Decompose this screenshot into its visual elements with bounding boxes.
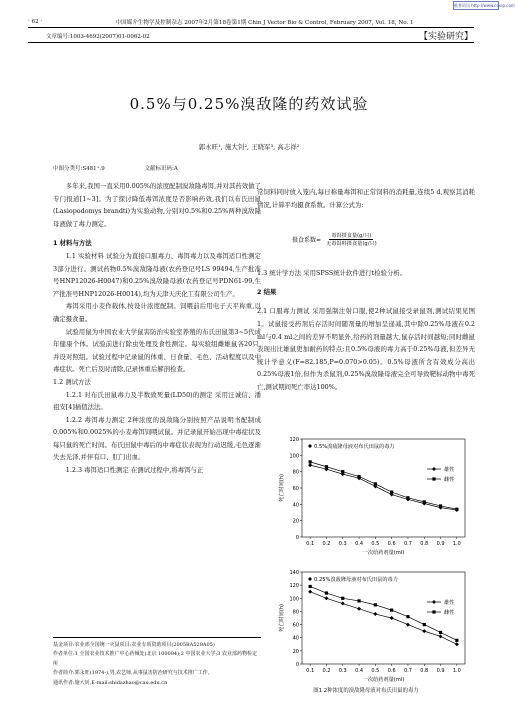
x-tick-label: 0.7 (403, 668, 412, 674)
y-tick-label: 80 (292, 609, 299, 616)
data-point-female (390, 490, 393, 493)
footnote-contact: 通讯作者:施大钊,E-mail:shidazhao@cau.edu.cn (53, 679, 168, 686)
y-axis-label: 死亡时间(h) (279, 603, 285, 633)
chart-025-percent (275, 566, 475, 686)
y-tick-label: 0 (295, 662, 299, 668)
x-tick-label: 0.1 (306, 541, 315, 547)
data-point-female (390, 609, 393, 612)
data-point-male (455, 642, 459, 646)
y-tick-label: 120 (289, 583, 299, 590)
formula-lhs: 摄食系数= (292, 237, 322, 244)
y-tick-label: 0 (295, 535, 299, 541)
data-point-female (374, 603, 377, 606)
formula-numerator: 毒饵摄食量(g/只) (331, 233, 372, 239)
paragraph-1-1 (53, 250, 261, 300)
title-bullet (308, 444, 311, 447)
running-header (28, 18, 473, 26)
heading-methods: 1 材料与方法 (53, 239, 92, 248)
data-point-male (439, 634, 443, 638)
data-point-male (422, 629, 426, 633)
paragraph-2-1: 2.1 口服毒力测试 采用强制注射口服,使2种试鼠接受录鼠剂,测试结果见图1。试鼠接受药剂后存活时间随剂量的增加呈递减,其中除0.25%母液在0.2 ml与0.4 ml之间的差异不明显外,给药的剂量越大,鼠存活时间越短;同时雌鼠表现出比雄鼠更加耐药的特点;且0.5%母液的毒力高于0.25%母液,但差异无统计学意义(F=82.185,P=0.070>0.05)。0.5%母液所含有效成分高出0.25%母液1倍,但作为杀鼠剂,0.25%溴敌隆母液完全可导致靶标动物中毒死亡,测试期间死亡率达100%。 (257, 307, 475, 391)
title-bullet (308, 577, 311, 580)
data-point-female (325, 591, 328, 594)
x-axis-label: 一次给药剂量(ml) (362, 677, 405, 683)
chart-05-percent (275, 433, 475, 559)
y-axis-label: 死亡时间(h) (279, 473, 285, 503)
y-tick-label: 20 (292, 648, 299, 655)
x-tick-label: 0.7 (403, 541, 412, 547)
data-point-male (406, 623, 410, 627)
data-point-female (439, 504, 442, 507)
article-number: 文章编号:1003-4692(2007)01-0062-02 (46, 34, 150, 40)
y-tick-label: 40 (292, 635, 299, 642)
x-tick-label: 0.3 (338, 668, 347, 674)
x-tick-label: 0.8 (420, 541, 429, 547)
footnote-fund: 基金项目:农业部全国统一灭鼠项目;农业专项资助项目(2005BA529A05) (53, 642, 215, 648)
x-tick-label: 0.4 (355, 541, 364, 547)
data-point-male (390, 616, 394, 620)
footnote-bio: 作者简介:郭永旺(1974-),男,农艺师,从事鼠害防治研究与技术推广工作。 (53, 670, 213, 677)
y-tick-label: 120 (289, 437, 299, 443)
x-tick-label: 1.0 (452, 541, 461, 547)
data-point-female (455, 639, 458, 642)
data-point-female (341, 597, 344, 600)
legend-marker-male (432, 600, 436, 604)
x-tick-label: 0.4 (355, 668, 364, 674)
paragraph-1-2-2: 1.2.2 毒饵毒力测定 2种浓度的溴敌隆分别按照产品说明书配制成0.005%和0.0025%的小麦毒饵饲喂试鼠。并记录鼠开始出现中毒症状及每只鼠的死亡时间。布氏田鼠中毒后的中毒症状表现为行动迟缓,毛色逐渐失去光泽,并伴有口、肛门出血。 (53, 415, 261, 462)
data-point-male (357, 607, 361, 611)
data-point-male (324, 596, 328, 600)
heading-results: 2 结果 (257, 288, 277, 297)
data-point-female (423, 623, 426, 626)
paragraph-1-1b: 毒饵采用小麦作载体,按设计浓度配制。饲喂前后用电子天平称重,以确定摄食量。 (53, 302, 261, 323)
x-tick-label: 0.5 (371, 668, 380, 674)
data-point-female (357, 475, 360, 478)
x-tick-label: 0.9 (436, 668, 445, 674)
x-tick-label: 0.9 (436, 541, 445, 547)
footnote-unit: 作者单位:1 全国农业技术推广中心药械处(北京 100094);2 中国农业大学;3 农业部药物检定所 (53, 651, 257, 667)
y-tick-label: 80 (292, 469, 299, 476)
y-tick-label: 100 (289, 453, 299, 460)
clc-number: 中图分类号:S481⁺.9 (53, 166, 105, 172)
plot-frame (302, 572, 465, 664)
data-point-female (455, 508, 458, 511)
right-column-body (257, 261, 475, 400)
left-column (53, 180, 261, 477)
legend-label: 雄性 (444, 467, 455, 473)
heading-1-2: 1.2 测试方法 (53, 377, 91, 386)
data-point-female (406, 615, 409, 618)
header-rule (28, 27, 474, 28)
series-line-male (310, 465, 457, 510)
data-point-female (357, 599, 360, 602)
formula-fraction (324, 232, 379, 247)
data-point-female (423, 500, 426, 503)
chart-title: 0.5%溴敌隆母液对布氏田鼠的毒力 (314, 444, 395, 450)
legend-label: 雄性 (444, 600, 455, 606)
right-column-top (257, 180, 475, 218)
data-point-male (373, 612, 377, 616)
section-label: 【实验研究】 (418, 32, 473, 42)
formula (292, 232, 379, 247)
data-point-female (309, 460, 312, 463)
x-tick-label: 0.5 (371, 541, 380, 547)
article-title: 0.5%与0.25%溴敌隆的药效试验 (129, 95, 369, 113)
heading-1-1: 1.1 实验材料 (65, 251, 104, 260)
header-rule-2 (28, 42, 474, 43)
data-point-female (374, 482, 377, 485)
x-tick-label: 0.2 (322, 668, 331, 674)
x-tick-label: 0.6 (387, 668, 396, 674)
y-tick-label: 60 (292, 622, 299, 629)
figure-caption: 图1 2种浓度的溴敌隆母液对布氏田鼠的毒力 (313, 688, 419, 694)
x-tick-label: 0.2 (322, 541, 331, 547)
legend-label: 雌性 (444, 610, 455, 616)
doc-code: 文献标识码:A (144, 166, 178, 172)
paragraph-1-3: 1.3 统计学方法 采用SPSS统计软件进行t检验分析。 (257, 269, 407, 278)
legend-marker-female (432, 610, 435, 613)
legend-marker-female (432, 477, 435, 480)
data-point-male (308, 590, 312, 594)
paragraph-1-1c: 试验用鼠为中国农业大学鼠害防治实验室养殖的布氏田鼠第3~5代成年健康个体。试验前进行除虫处理及食性测定。每实验组雌雄鼠各20只,并设对照组。试验过程中记录鼠的体重、日食量、毛色、活动程度以及中毒症状。死亡后及时清除,记录体重后解剖检查。 (53, 327, 261, 374)
page-number: · 62 · (28, 19, 43, 25)
classification-line (53, 164, 216, 172)
x-tick-label: 1.0 (452, 668, 461, 674)
data-point-female (325, 465, 328, 468)
data-point-male (341, 602, 345, 606)
legend-label: 雌性 (444, 477, 455, 483)
y-tick-label: 140 (289, 570, 299, 576)
journal-line: 中国媒介生物学及控制杂志 2007年2月第18卷第1期 Chin J Vector Bio & Control, February 2007, Vol. 18, No. 1 (115, 20, 414, 26)
paragraph-1-2-1: 1.2.1 对布氏田鼠毒力及半数致死量(LD50)的测定 采用汪诚信、潘祖安[4]插值法法。 (53, 390, 261, 412)
intro-paragraph: 多年来,我国一直采用0.005%的浓度配制溴敌隆毒饵,并对其药效做了专门报道[1~3]。为了探讨降低毒饵浓度是否影响药效,我们以布氏田鼠(Lasiopodomys brandti)为实验动物,分别对0.5%和0.25%两种溴敌隆母液做了毒力测定。 (53, 182, 261, 228)
y-tick-label: 100 (289, 596, 299, 603)
x-tick-label: 0.3 (338, 541, 347, 547)
formula-denominator: 无毒饵料摄食量(g/只) (326, 241, 377, 247)
x-tick-label: 0.6 (387, 541, 396, 547)
data-point-female (309, 585, 312, 588)
data-point-male (308, 463, 312, 467)
series-line-male (310, 592, 457, 645)
x-axis-label: 一次给药剂量(ml) (362, 550, 405, 556)
paragraph-continued: 常饲料同时放入笼内,每日称量毒饵和正常饲料的消耗量,连续5 d,观察其消耗情况,计算平均摄食系数。计算公式为: (257, 188, 475, 209)
paragraph-1-1-text: 试验分为直接口服毒力、毒饵毒力以及毒饵适口性测定3部分进行。测试药物0.5%溴敌隆母液(农药登记号LS 99494,生产批准号HNP12026-H0047)和0.25%溴敌隆母液(农药登记号PDN61-99,生产批准号HNP12026-H0014),均为天津天庆化工有限公司生产。 (53, 251, 261, 298)
data-point-female (439, 631, 442, 634)
chart-title: 0.25%溴敌隆母液对布氏田鼠的毒力 (314, 577, 398, 583)
y-tick-label: 20 (292, 518, 299, 525)
y-tick-label: 60 (292, 486, 299, 492)
footnotes (53, 637, 261, 688)
x-tick-label: 0.1 (306, 668, 315, 674)
watermark-stamp: 维普资讯 http://www.cqvip.com (454, 3, 515, 8)
author-line: 郭永旺¹, 施大钊², 王晓军³, 高志祥² (198, 143, 300, 151)
data-point-female (341, 470, 344, 473)
x-tick-label: 0.8 (420, 668, 429, 674)
legend-marker-male (432, 467, 436, 471)
y-tick-label: 40 (292, 502, 299, 509)
paragraph-1-2-3: 1.2.3 毒饵适口性测定 在测试过程中,将毒饵与正 (65, 466, 204, 475)
data-point-female (406, 496, 409, 499)
